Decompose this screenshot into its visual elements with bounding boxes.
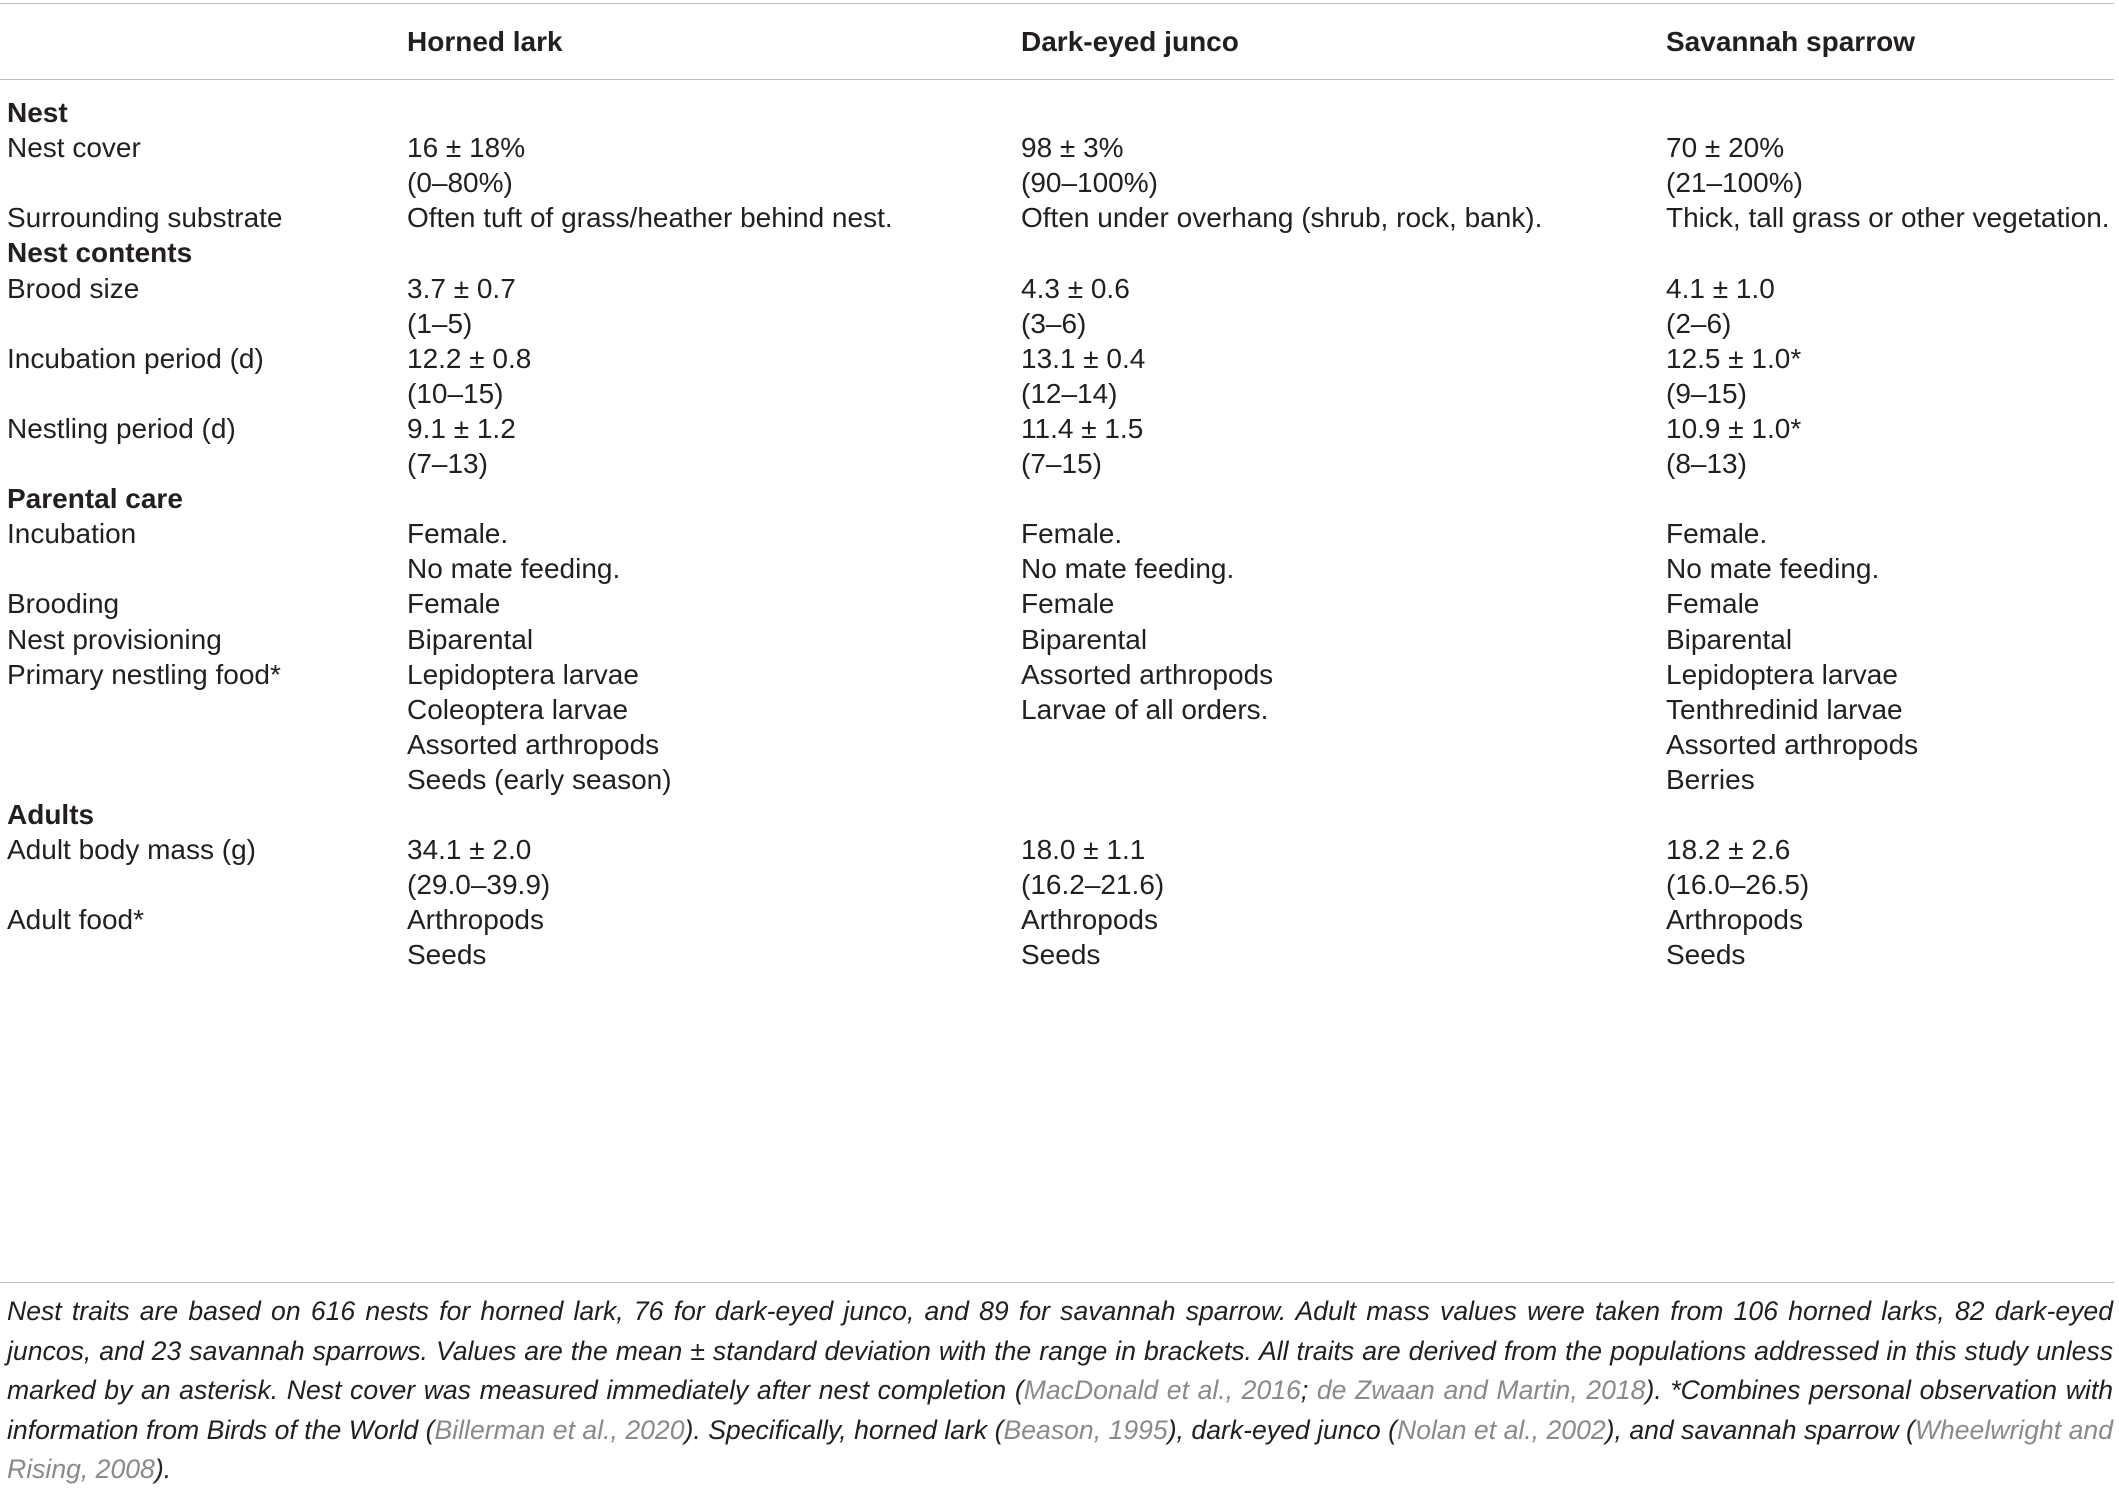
table-cell: Seeds [407,939,487,971]
reference-link[interactable]: Beason, 1995 [1003,1414,1168,1445]
table-cell: Female [1666,588,1760,620]
table-cell: Incubation period (d) [7,342,264,374]
section-title: Nest contents [7,237,193,269]
section-title: Parental care [7,483,183,515]
table-cell: 70 ± 20% [1666,132,1785,164]
table-cell: Arthropods [407,904,544,936]
table-top-rule [0,3,2114,4]
table-cell: Arthropods [1021,904,1158,936]
table-cell: Biparental [1021,623,1148,655]
table-cell: 98 ± 3% [1021,132,1124,164]
table-cell: 3.7 ± 0.7 [407,272,516,304]
table-cell: Biparental [407,623,534,655]
table-cell: Assorted arthropods [407,728,660,760]
table-cell: Brooding [7,588,120,620]
table-cell: (2–6) [1666,307,1732,339]
reference-link[interactable]: Nolan et al., 2002 [1397,1414,1606,1445]
header-cell-horned-lark: Horned lark [407,26,563,57]
table-cell: Female. [1666,518,1768,550]
table-cell: 18.0 ± 1.1 [1021,834,1146,866]
table-cell: Incubation [7,518,137,550]
table-cell: 4.1 ± 1.0 [1666,272,1775,304]
table-cell: Lepidoptera larvae [1666,658,1898,690]
footnote-text: ), and savannah sparrow ( [1605,1414,1915,1445]
reference-link[interactable]: Wheelwright and Rising, 2008 [7,1414,2113,1484]
table-cell: Nest provisioning [7,623,222,655]
table-cell: Berries [1666,763,1755,795]
table-cell: (1–5) [407,307,473,339]
table-header-rule [0,79,2114,80]
table-cell: Nestling period (d) [7,412,236,444]
table-cell: (3–6) [1021,307,1087,339]
table-cell: Adult body mass (g) [7,834,256,866]
table-cell: No mate feeding. [407,553,621,585]
footnote-text: Nest traits are based on 616 nests for horned lark, 76 for dark-eyed junco, and 89 for savannah sparrow. Adult mass values were taken from 106 horned larks, 82 dark-eyed juncos, and 23 savannah sparrows. Values are the mean ± standard deviation with the range in brackets. All traits are derived from the populations addressed in this study unless marked by an asterisk. Nest cover was measured immediately after nest completion ( [7,1296,2113,1405]
table-cell: Often under overhang (shrub, rock, bank). [1021,202,1543,234]
table-cell: Seeds [1666,939,1746,971]
table-cell: Primary nestling food* [7,658,281,690]
table-cell: (29.0–39.9) [407,869,551,901]
table-cell: (16.0–26.5) [1666,869,1810,901]
reference-link[interactable]: de Zwaan and Martin, 2018 [1316,1375,1646,1405]
table-cell: Adult food* [7,904,144,936]
reference-link[interactable]: MacDonald et al., 2016 [1023,1375,1301,1405]
table-cell: No mate feeding. [1666,553,1880,585]
table-header-row [0,18,2119,65]
footnote-text: ). *Combines personal observation with information from Birds of the World ( [7,1375,2113,1445]
table-bottom-rule [0,1282,2114,1283]
table-cell: 16 ± 18% [407,132,526,164]
table-cell: (16.2–21.6) [1021,869,1165,901]
table-cell: Thick, tall grass or other vegetation. [1666,202,2110,234]
table-cell: (21–100%) [1666,167,1803,199]
table-cell: No mate feeding. [1021,553,1235,585]
header-cell-savannah-sparrow: Savannah sparrow [1666,26,1915,57]
table-cell: 18.2 ± 2.6 [1666,834,1791,866]
table-cell: Female [407,588,501,620]
table-cell: Seeds (early season) [407,763,672,795]
footnote-text: ). Specifically, horned lark ( [684,1414,1004,1445]
table-cell: 10.9 ± 1.0* [1666,412,1802,444]
footnote-text: ), dark-eyed junco ( [1167,1414,1397,1445]
header-cell-dark-eyed-junco: Dark-eyed junco [1021,26,1239,57]
table-cell: Arthropods [1666,904,1803,936]
footnote-text: ; [1300,1375,1317,1405]
table-cell: (7–15) [1021,448,1102,479]
table-cell: Biparental [1666,623,1793,655]
table-cell: 12.5 ± 1.0* [1666,342,1802,374]
section-title: Nest [7,97,68,128]
table-cell: (9–15) [1666,377,1747,409]
section-title: Adults [7,799,95,830]
table-cell: Surrounding substrate [7,202,283,234]
table-cell: (7–13) [407,448,488,479]
table-cell: Brood size [7,272,140,304]
table-cell: Assorted arthropods [1666,728,1919,760]
table-cell: (12–14) [1021,377,1118,409]
table-cell: 4.3 ± 0.6 [1021,272,1130,304]
table-cell: 9.1 ± 1.2 [407,412,516,444]
table-cell: Coleoptera larvae [407,693,629,725]
table-cell: (8–13) [1666,448,1747,479]
table-cell: Often tuft of grass/heather behind nest. [407,202,893,234]
table-cell: (0–80%) [407,167,513,199]
reference-link[interactable]: Billerman et al., 2020 [434,1414,685,1445]
table-footnote [7,1292,2113,1490]
table-cell: 12.2 ± 0.8 [407,342,532,374]
table-cell: Assorted arthropods [1021,658,1274,690]
table-cell: 11.4 ± 1.5 [1021,412,1144,444]
table-cell: (90–100%) [1021,167,1158,199]
table-row [0,931,2119,978]
footnote-text: ). [154,1454,172,1484]
table-cell: 34.1 ± 2.0 [407,834,532,866]
table-cell: Nest cover [7,132,141,164]
table-cell: Tenthredinid larvae [1666,693,1903,725]
table-cell: Lepidoptera larvae [407,658,639,690]
table-cell: 13.1 ± 0.4 [1021,342,1146,374]
table-cell: Female [1021,588,1115,620]
table-cell: Female. [1021,518,1123,550]
table-cell: (10–15) [407,377,504,409]
table-cell: Female. [407,518,509,550]
table-cell: Larvae of all orders. [1021,693,1269,725]
table-cell: Seeds [1021,939,1101,971]
